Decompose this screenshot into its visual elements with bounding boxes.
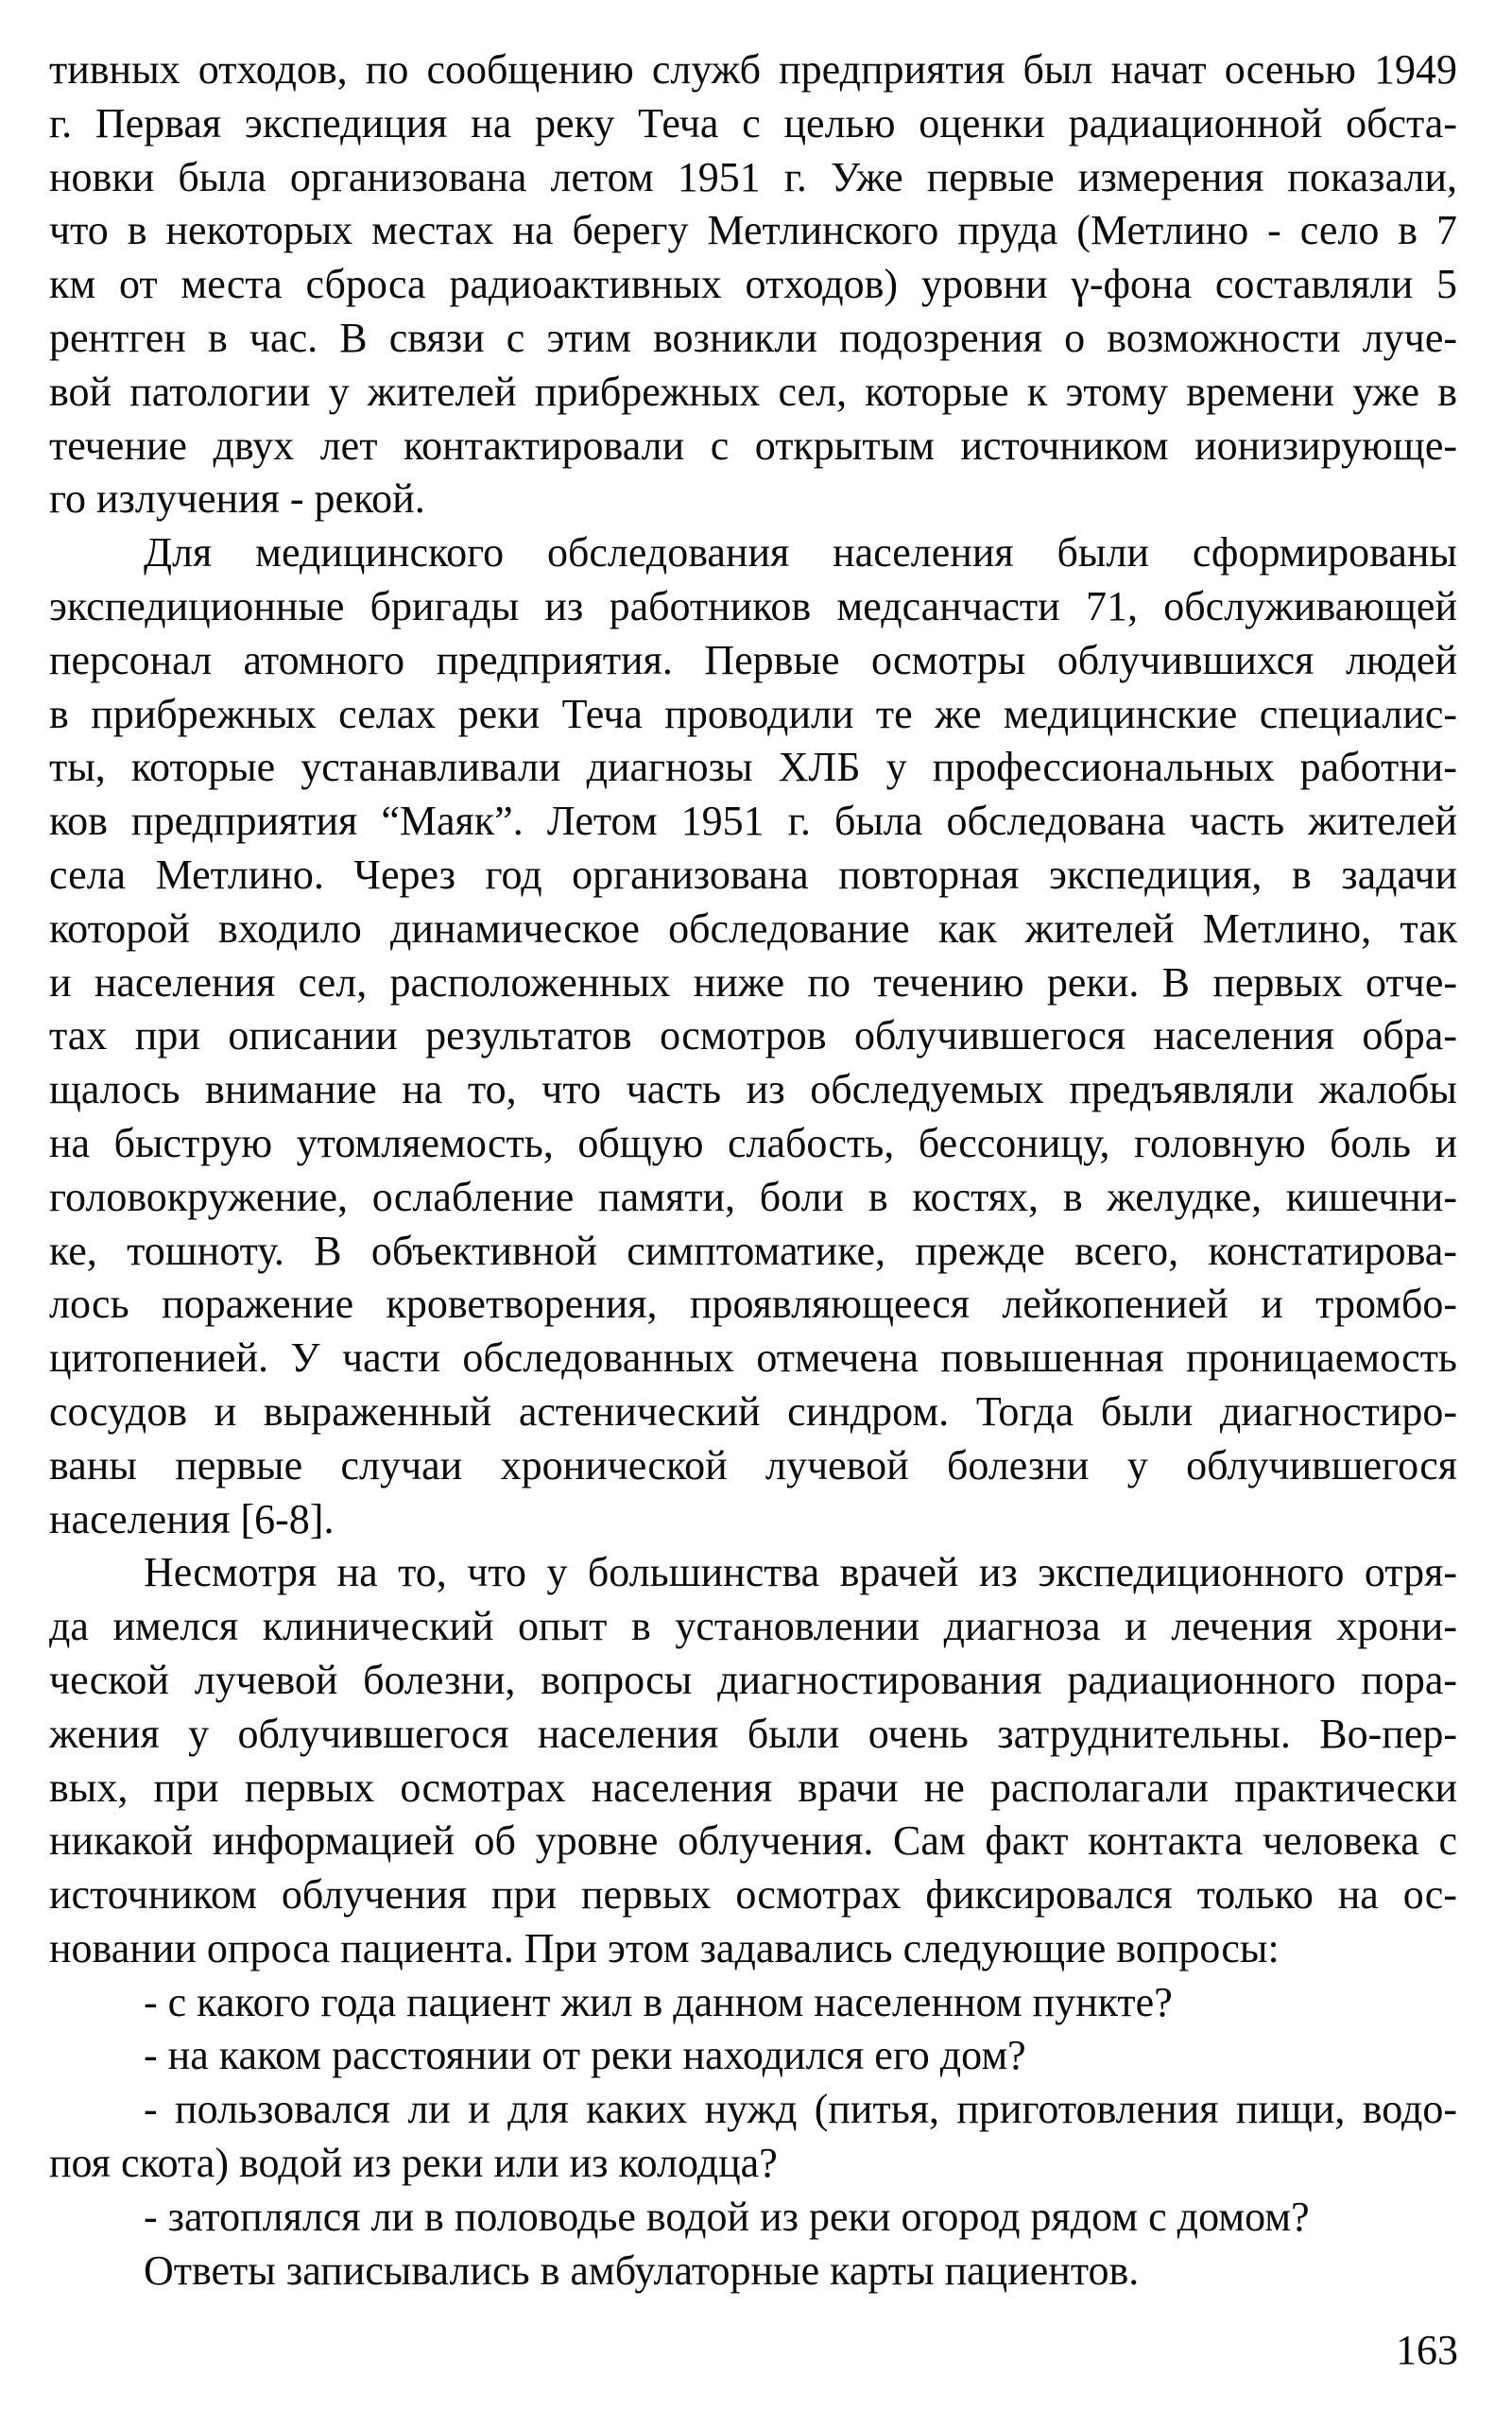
text-line: го излучения - рекой. [49, 475, 425, 523]
text-line: ков предприятия “Маяк”. Летом 1951 г. была обследована часть жителей [49, 798, 1457, 845]
text-line: и населения сел, расположенных ниже по течению реки. В первых отче- [49, 958, 1457, 1006]
text-line: сосудов и выраженный астенический синдром. Тогда были диагностиро- [49, 1387, 1457, 1435]
text-line: населения [6-8]. [49, 1495, 335, 1542]
text-line: новании опроса пациента. При этом задавались следующие вопросы: [49, 1924, 1280, 1971]
text-line: в прибрежных селах реки Теча проводили те же медицинские специалис- [49, 690, 1457, 737]
text-line: - затоплялся ли в половодье водой из реки огород рядом с домом? [144, 2193, 1310, 2240]
text-line: вой патологии у жителей прибрежных сел, которые к этому времени уже в [49, 368, 1457, 415]
text-line: новки была организована летом 1951 г. Уже первые измерения показали, [49, 153, 1457, 200]
text-line: Ответы записывались в амбулаторные карты пациентов. [144, 2246, 1140, 2294]
text-line: которой входило динамическое обследование как жителей Метлино, так [49, 904, 1457, 952]
text-line: тах при описании результатов осмотров облучившегося населения обра- [49, 1012, 1457, 1059]
text-line: что в некоторых местах на берегу Метлинского пруда (Метлино - село в 7 [49, 207, 1457, 254]
text-line: Для медицинского обследования населения были сформированы [144, 529, 1457, 577]
text-line: села Метлино. Через год организована повторная экспедиция, в задачи [49, 851, 1457, 898]
text-line: экспедиционные бригады из работников медсанчасти 71, обслуживающей [49, 582, 1457, 629]
text-line: никакой информацией об уровне облучения. Сам факт контакта человека с [49, 1817, 1457, 1865]
text-line: на быструю утомляемость, общую слабость, бессоницу, головную боль и [49, 1119, 1457, 1166]
text-line: персонал атомного предприятия. Первые осмотры облучившихся людей [49, 636, 1457, 683]
text-line: г. Первая экспедиция на реку Теча с целью оценки радиационной обста- [49, 99, 1457, 146]
text-line: головокружение, ослабление памяти, боли в костях, в желудке, кишечни- [49, 1173, 1457, 1220]
text-line: да имелся клинический опыт в установлении диагноза и лечения хрони- [49, 1603, 1457, 1650]
text-line: жения у облучившегося населения были очень затруднительны. Во-пер- [49, 1710, 1457, 1757]
text-block [49, 43, 1457, 2298]
text-line: Несмотря на то, что у большинства врачей из экспедиционного отря- [144, 1549, 1457, 1596]
text-line: км от места сброса радиоактивных отходов) уровни γ-фона составляли 5 [49, 261, 1457, 308]
text-line: поя скота) водой из реки или из колодца? [49, 2140, 778, 2187]
text-line: тивных отходов, по сообщению служб предприятия был начат осенью 1949 [49, 46, 1457, 93]
text-line: ке, тошноту. В объективной симптоматике, прежде всего, констатирова- [49, 1227, 1457, 1274]
text-line: ваны первые случаи хронической лучевой болезни у облучившегося [49, 1441, 1457, 1489]
text-line: рентген в час. В связи с этим возникли подозрения о возможности луче- [49, 314, 1457, 361]
text-line: течение двух лет контактировали с открытым источником ионизирующе- [49, 422, 1457, 469]
text-line: ческой лучевой болезни, вопросы диагностирования радиационного пора- [49, 1656, 1457, 1703]
text-line: лось поражение кроветворения, проявляющееся лейкопенией и тромбо- [49, 1281, 1457, 1328]
page-number: 163 [1396, 2327, 1458, 2373]
text-line: - на каком расстоянии от реки находился его дом? [144, 2032, 1026, 2079]
text-line: щалось внимание на то, что часть из обследуемых предъявляли жалобы [49, 1066, 1457, 1113]
text-line: - пользовался ли и для каких нужд (питья, приготовления пищи, водо- [144, 2086, 1457, 2133]
text-line: источником облучения при первых осмотрах фиксировался только на ос- [49, 1871, 1457, 1919]
text-line: - с какого года пациент жил в данном населенном пункте? [144, 1978, 1173, 2025]
text-line: цитопенией. У части обследованных отмечена повышенная проницаемость [49, 1334, 1457, 1382]
text-line: ты, которые устанавливали диагнозы ХЛБ у профессиональных работни- [49, 744, 1457, 791]
text-line: вых, при первых осмотрах населения врачи не располагали практически [49, 1764, 1457, 1811]
